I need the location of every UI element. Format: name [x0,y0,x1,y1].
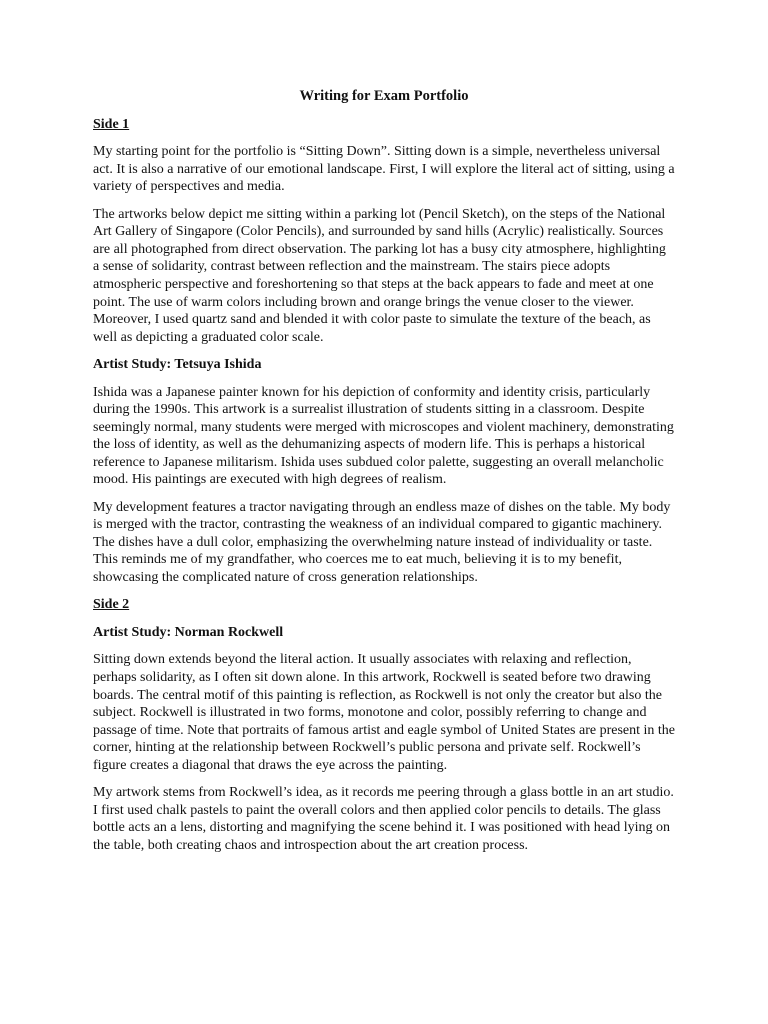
ishida-paragraph-2: My development features a tractor navigating through an endless maze of dishes on the table. My body is merged with the tractor, contrasting the weakness of an individual compared to gigantic machinery. The dishes have a dull color, emphasizing the overwhelming nature instead of individuality or taste. This reminds me of my grandfather, who coerces me to eat much, believing it is to my benefit, showcasing the complicated nature of cross generation relationships. [93,499,671,586]
ishida-paragraph-1: Ishida was a Japanese painter known for his depiction of conformity and identity crisis, particularly during the 1990s. This artwork is a surrealist illustration of students sitting in a classroom. Despite seemingly normal, many students were merged with microscopes and violent machinery, demonstrating the loss of identity, as well as the dehumanizing aspects of modern life. This is perhaps a historical reference to Japanese militarism. Ishida uses subdued color palette, suggesting an overall melancholic mood. His paintings are executed with high degrees of realism. [93,384,674,488]
artist-study-rockwell-heading: Artist Study: Norman Rockwell [93,624,284,640]
rockwell-paragraph-1: Sitting down extends beyond the literal action. It usually associates with relaxing and reflection, perhaps solidarity, as I often sit down alone. In this artwork, Rockwell is seated before two drawing boards. The central motif of this painting is reflection, as Rockwell is not only the creator but also the subject. Rockwell is illustrated in two forms, monotone and color, possibly referring to change and passage of time. Note that portraits of famous artist and eagle symbol of United States are present in the corner, hinting at the relationship between Rockwell’s public persona and private self. Rockwell’s figure creates a diagonal that draws the eye across the painting. [93,652,676,773]
document-title: Writing for Exam Portfolio [299,88,469,104]
document-page [93,84,675,864]
side-1-paragraph-1: My starting point for the portfolio is “Sitting Down”. Sitting down is a simple, nevertheless universal act. It is also a narrative of our emotional landscape. First, I will explore the literal act of sitting, using a variety of perspectives and media. [93,144,675,195]
side-1-heading: Side 1 [93,116,130,132]
rockwell-paragraph-2: My artwork stems from Rockwell’s idea, as it records me peering through a glass bottle in an art studio. I first used chalk pastels to paint the overall colors and then applied color pencils to details. The glass bottle acts an a lens, distorting and magnifying the scene behind it. I was positioned with head lying on the table, both creating chaos and introspection about the art creation process. [93,785,674,853]
artist-study-ishida-heading: Artist Study: Tetsuya Ishida [93,356,262,372]
side-1-paragraph-2: The artworks below depict me sitting within a parking lot (Pencil Sketch), on the steps of the National Art Gallery of Singapore (Color Pencils), and surrounded by sand hills (Acrylic) realistically. Sources are all photographed from direct observation. The parking lot has a busy city atmosphere, highlighting a sense of solidarity, contrast between reflection and the mainstream. The stairs piece adopts atmospheric perspective and foreshortening so that steps at the back appears to fade and meet at one point. The use of warm colors including brown and orange brings the venue closer to the viewer. Moreover, I used quartz sand and blended it with color paste to simulate the texture of the beach, as well as depicting a graduated color scale. [93,206,666,345]
side-2-heading: Side 2 [93,597,130,613]
